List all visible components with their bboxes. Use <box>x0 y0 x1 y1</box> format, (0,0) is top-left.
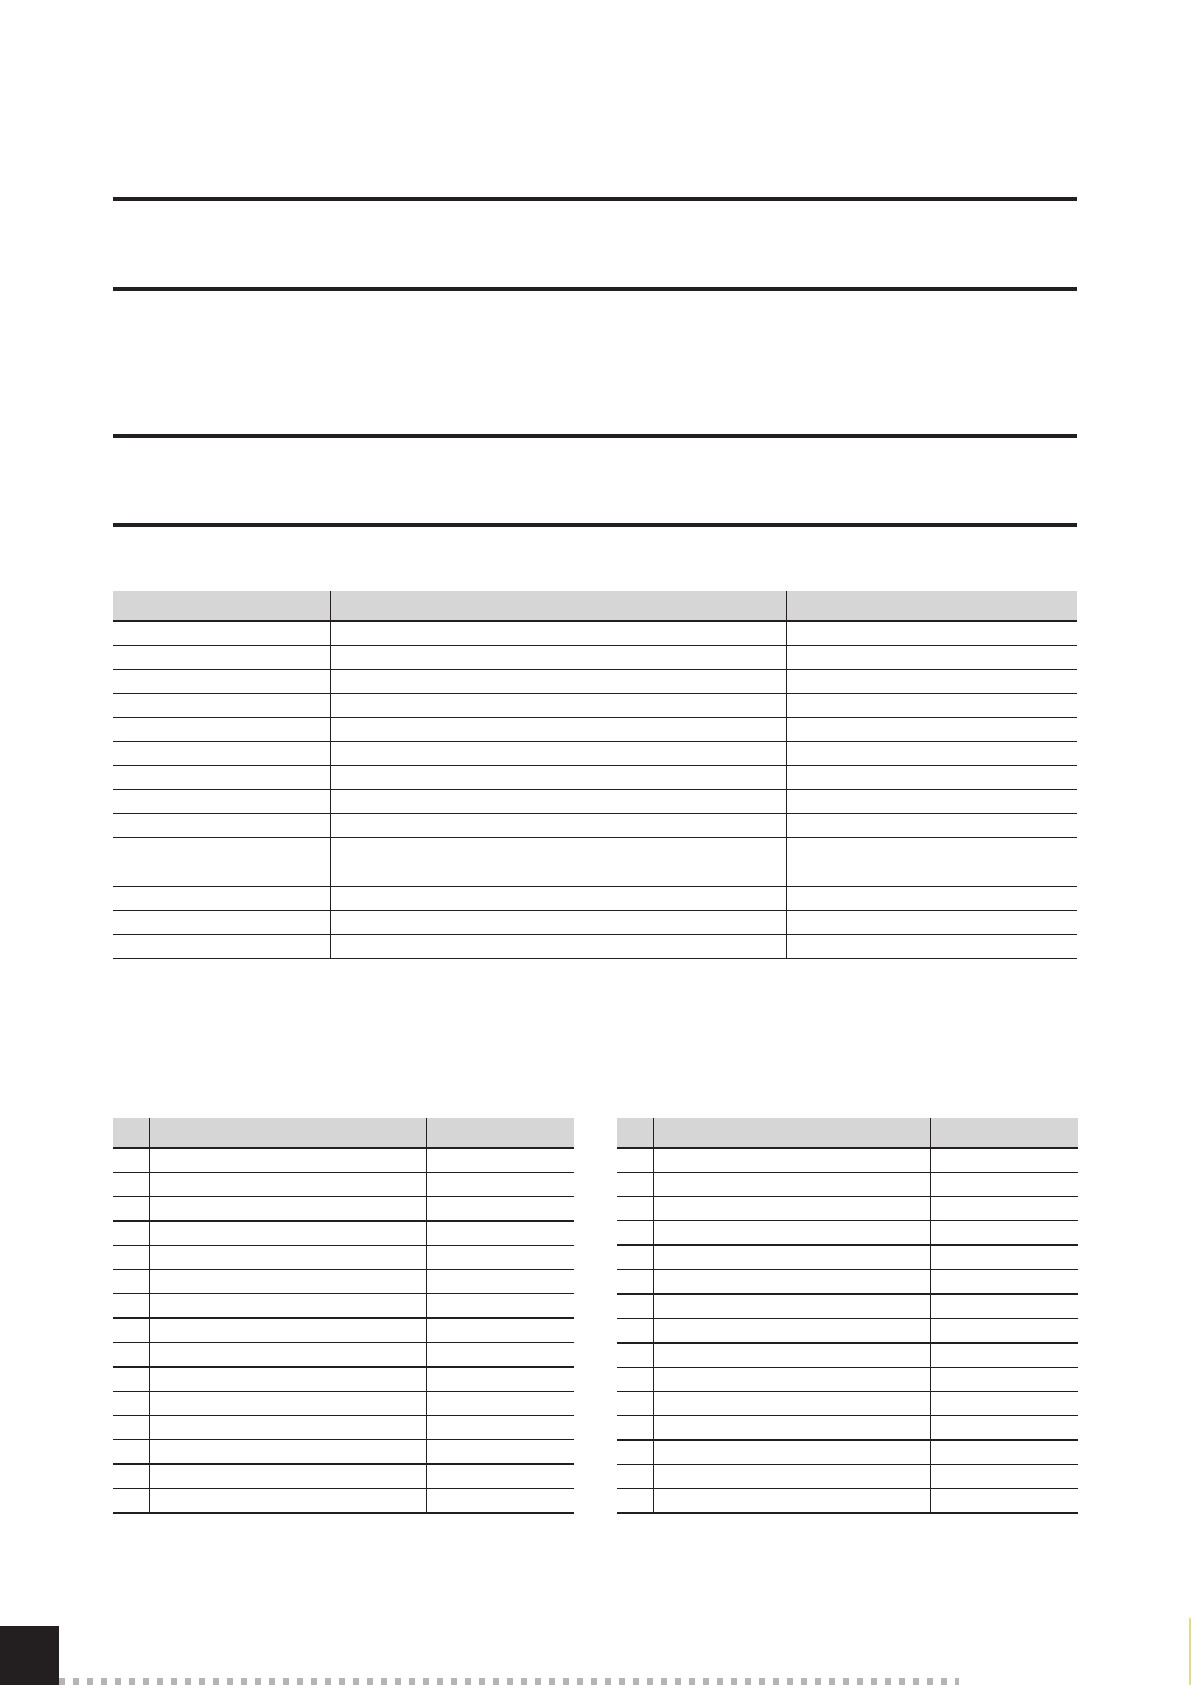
table-cell <box>653 1392 930 1416</box>
table-cell <box>426 1343 574 1368</box>
table-cell <box>149 1294 426 1319</box>
table-cell <box>330 887 786 911</box>
table-cell <box>930 1270 1078 1295</box>
table-cell <box>617 1440 653 1465</box>
table-cell <box>426 1173 574 1197</box>
column-header <box>113 1118 149 1148</box>
table-cell <box>426 1270 574 1294</box>
section-rule <box>113 287 1077 291</box>
table-row <box>617 1294 1078 1319</box>
table-cell <box>786 887 1077 911</box>
table-cell <box>330 814 786 838</box>
table-cell <box>426 1440 574 1465</box>
table-header-row <box>617 1118 1078 1148</box>
table-row <box>113 887 1077 911</box>
table-cell <box>617 1197 653 1221</box>
table-cell <box>113 1416 149 1440</box>
table-cell <box>617 1245 653 1270</box>
table-cell <box>786 911 1077 935</box>
table-cell <box>149 1197 426 1222</box>
table-cell <box>149 1343 426 1368</box>
table-row <box>113 1246 574 1270</box>
column-header <box>653 1118 930 1148</box>
table-cell <box>330 621 786 646</box>
table-cell <box>113 1294 149 1319</box>
table-row <box>113 1489 574 1514</box>
table-cell <box>617 1489 653 1514</box>
table-cell <box>653 1148 930 1173</box>
table-cell <box>113 1489 149 1514</box>
table-row <box>113 1343 574 1368</box>
table-cell <box>617 1221 653 1246</box>
table-cell <box>113 1148 149 1173</box>
table-cell <box>113 887 330 911</box>
table-cell <box>113 742 330 766</box>
table-cell <box>426 1489 574 1514</box>
right-table <box>617 1118 1078 1514</box>
table-cell <box>653 1343 930 1368</box>
table-cell <box>330 790 786 814</box>
table-row <box>617 1173 1078 1197</box>
column-header <box>330 591 786 621</box>
table-cell <box>786 694 1077 718</box>
table-cell <box>330 766 786 790</box>
table-cell <box>930 1197 1078 1221</box>
table-cell <box>786 742 1077 766</box>
section-rule <box>113 523 1077 527</box>
table-row <box>113 935 1077 959</box>
table-cell <box>653 1368 930 1392</box>
table-row <box>113 1197 574 1222</box>
table-cell <box>113 718 330 742</box>
table-header-row <box>113 1118 574 1148</box>
table-cell <box>930 1368 1078 1392</box>
table-cell <box>149 1221 426 1246</box>
table-row <box>113 1294 574 1319</box>
main-table <box>113 591 1077 959</box>
table-cell <box>330 646 786 670</box>
table-cell <box>330 694 786 718</box>
section-rule <box>113 197 1077 201</box>
table-row <box>113 1270 574 1294</box>
table-cell <box>617 1416 653 1441</box>
table-header-row <box>113 591 1077 621</box>
table-row <box>113 1148 574 1173</box>
table-cell <box>330 911 786 935</box>
table-cell <box>653 1294 930 1319</box>
table-cell <box>786 646 1077 670</box>
table-row <box>113 1318 574 1343</box>
table-cell <box>786 670 1077 694</box>
table-cell <box>330 838 786 887</box>
table-cell <box>149 1173 426 1197</box>
table-cell <box>930 1465 1078 1489</box>
table-cell <box>149 1318 426 1343</box>
table-cell <box>113 1246 149 1270</box>
table-row <box>113 718 1077 742</box>
table-cell <box>653 1173 930 1197</box>
table-cell <box>653 1270 930 1295</box>
table-cell <box>113 621 330 646</box>
table-row <box>113 1221 574 1246</box>
table-cell <box>930 1245 1078 1270</box>
table-row <box>113 670 1077 694</box>
table-cell <box>930 1343 1078 1368</box>
table-cell <box>653 1221 930 1246</box>
table-row <box>113 694 1077 718</box>
table-row <box>113 742 1077 766</box>
table-cell <box>330 718 786 742</box>
table-cell <box>113 1392 149 1416</box>
table-cell <box>113 1367 149 1392</box>
table-row <box>113 1367 574 1392</box>
table-cell <box>617 1148 653 1173</box>
table-cell <box>653 1319 930 1344</box>
table-cell <box>113 646 330 670</box>
table-cell <box>113 838 330 887</box>
table-cell <box>930 1489 1078 1514</box>
table-cell <box>113 935 330 959</box>
table-cell <box>617 1392 653 1416</box>
table-cell <box>930 1173 1078 1197</box>
table-cell <box>149 1270 426 1294</box>
table-cell <box>786 935 1077 959</box>
table-row <box>617 1148 1078 1173</box>
section-rule <box>113 434 1077 438</box>
table-row <box>617 1343 1078 1368</box>
table-cell <box>149 1416 426 1440</box>
table-row <box>617 1221 1078 1246</box>
column-header <box>113 591 330 621</box>
table-cell <box>653 1245 930 1270</box>
table-cell <box>617 1294 653 1319</box>
table-cell <box>149 1489 426 1514</box>
table-cell <box>426 1416 574 1440</box>
table-row <box>113 814 1077 838</box>
table-row <box>113 790 1077 814</box>
table-cell <box>113 1464 149 1489</box>
table-row <box>617 1489 1078 1514</box>
table-cell <box>653 1489 930 1514</box>
table-row <box>113 838 1077 887</box>
table-cell <box>149 1148 426 1173</box>
table-cell <box>426 1197 574 1222</box>
table-cell <box>113 1343 149 1368</box>
column-header <box>149 1118 426 1148</box>
table-cell <box>149 1464 426 1489</box>
table-row <box>617 1270 1078 1295</box>
table-cell <box>113 1270 149 1294</box>
table-row <box>113 1392 574 1416</box>
table-cell <box>113 1221 149 1246</box>
table-cell <box>930 1319 1078 1344</box>
table-cell <box>113 1318 149 1343</box>
table-cell <box>149 1246 426 1270</box>
table-cell <box>786 838 1077 887</box>
table-cell <box>617 1270 653 1295</box>
table-cell <box>617 1173 653 1197</box>
table-cell <box>149 1392 426 1416</box>
footer-strip <box>59 1678 959 1685</box>
table-cell <box>930 1440 1078 1465</box>
table-cell <box>426 1367 574 1392</box>
table-cell <box>113 766 330 790</box>
column-header <box>930 1118 1078 1148</box>
table-row <box>617 1465 1078 1489</box>
table-row <box>113 766 1077 790</box>
table-cell <box>113 790 330 814</box>
column-header <box>786 591 1077 621</box>
table-row <box>113 1416 574 1440</box>
table-row <box>617 1197 1078 1221</box>
table-cell <box>113 1440 149 1465</box>
table-row <box>113 1464 574 1489</box>
table-row <box>113 1440 574 1465</box>
table-cell <box>426 1294 574 1319</box>
table-cell <box>617 1319 653 1344</box>
table-cell <box>330 670 786 694</box>
table-cell <box>786 790 1077 814</box>
table-cell <box>113 694 330 718</box>
table-cell <box>426 1221 574 1246</box>
table-cell <box>786 718 1077 742</box>
table-cell <box>113 814 330 838</box>
column-header <box>426 1118 574 1148</box>
table-cell <box>149 1440 426 1465</box>
table-cell <box>653 1440 930 1465</box>
table-cell <box>426 1318 574 1343</box>
table-cell <box>113 670 330 694</box>
table-cell <box>426 1148 574 1173</box>
table-cell <box>930 1221 1078 1246</box>
table-cell <box>930 1416 1078 1441</box>
table-row <box>617 1368 1078 1392</box>
table-cell <box>149 1367 426 1392</box>
table-cell <box>330 935 786 959</box>
table-cell <box>426 1392 574 1416</box>
table-cell <box>653 1416 930 1441</box>
table-cell <box>786 766 1077 790</box>
column-header <box>617 1118 653 1148</box>
table-row <box>113 1173 574 1197</box>
table-cell <box>426 1464 574 1489</box>
table-cell <box>653 1465 930 1489</box>
table-row <box>113 646 1077 670</box>
table-row <box>113 621 1077 646</box>
table-cell <box>330 742 786 766</box>
table-row <box>617 1319 1078 1344</box>
table-row <box>113 911 1077 935</box>
table-cell <box>426 1246 574 1270</box>
table-cell <box>930 1392 1078 1416</box>
table-cell <box>653 1197 930 1221</box>
table-row <box>617 1416 1078 1441</box>
table-cell <box>617 1343 653 1368</box>
table-cell <box>113 1173 149 1197</box>
table-cell <box>786 621 1077 646</box>
table-cell <box>930 1294 1078 1319</box>
table-cell <box>113 1197 149 1222</box>
page-corner-tab <box>0 1626 59 1685</box>
table-cell <box>617 1465 653 1489</box>
table-cell <box>786 814 1077 838</box>
table-cell <box>113 911 330 935</box>
table-cell <box>930 1148 1078 1173</box>
table-cell <box>617 1368 653 1392</box>
table-row <box>617 1440 1078 1465</box>
table-row <box>617 1392 1078 1416</box>
left-table <box>113 1118 574 1514</box>
table-row <box>617 1245 1078 1270</box>
